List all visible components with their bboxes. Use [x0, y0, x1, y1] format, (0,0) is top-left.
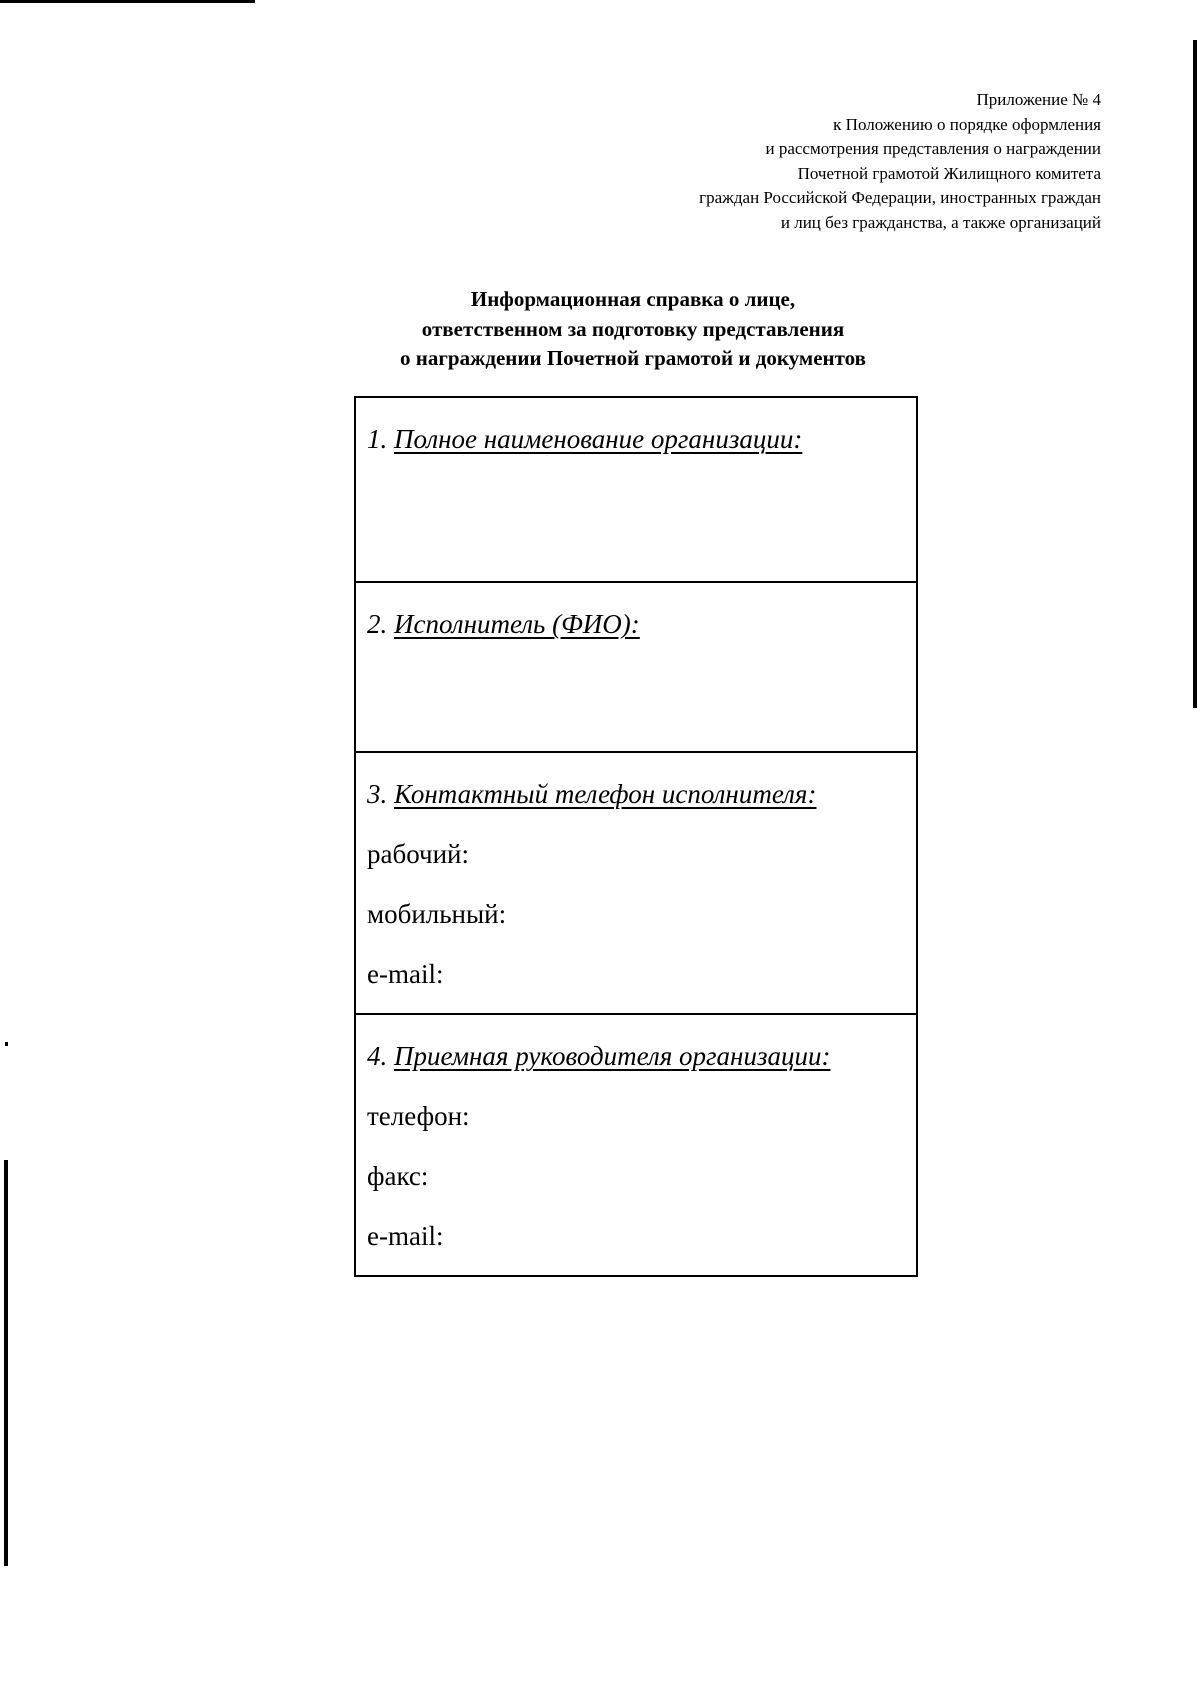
section-number: 4. [367, 1041, 388, 1071]
email-label: e-mail: [367, 1221, 444, 1251]
scan-artifact-top-line [0, 0, 255, 3]
appendix-line: Почетной грамотой Жилищного комитета [797, 163, 1101, 183]
section-heading [367, 779, 916, 809]
email-label: e-mail: [367, 959, 444, 989]
section-title: Исполнитель (ФИО): [394, 609, 640, 639]
section-heading [367, 424, 916, 454]
info-form-table [354, 396, 918, 1277]
scan-artifact-dot [5, 1042, 8, 1046]
section-executor [356, 583, 916, 753]
section-executor-contacts [356, 753, 916, 1015]
appendix-line: и рассмотрения представления о награждении [765, 139, 1101, 158]
section-heading [367, 1041, 916, 1071]
section-head-reception [356, 1015, 916, 1275]
appendix-line: Приложение № 4 [976, 90, 1101, 109]
section-heading [367, 609, 916, 639]
scan-artifact-right-edge [1193, 40, 1197, 708]
title-line: Информационная справка о лице, [470, 287, 796, 311]
title-line: о награждении Почетной грамотой и документов [400, 346, 866, 370]
document-title [300, 285, 966, 374]
scan-artifact-left-edge [4, 1160, 8, 1566]
appendix-line: граждан Российской Федерации, иностранных граждан [699, 188, 1101, 207]
section-number: 1. [367, 424, 388, 454]
section-title: Полное наименование организации: [394, 424, 803, 454]
section-number: 2. [367, 609, 388, 639]
fax-label: факс: [367, 1161, 429, 1191]
section-organization-name [356, 398, 916, 583]
appendix-line: к Положению о порядке оформления [833, 114, 1101, 134]
mobile-phone-label: мобильный: [367, 899, 507, 929]
title-line: ответственном за подготовку представления [421, 316, 845, 341]
appendix-note [401, 88, 1101, 235]
phone-label: телефон: [367, 1101, 470, 1131]
appendix-line: и лиц без гражданства, а также организаций [780, 212, 1101, 232]
section-number: 3. [367, 779, 388, 809]
section-title: Приемная руководителя организации: [394, 1041, 831, 1071]
section-title: Контактный телефон исполнителя: [394, 779, 817, 809]
work-phone-label: рабочий: [367, 839, 470, 869]
